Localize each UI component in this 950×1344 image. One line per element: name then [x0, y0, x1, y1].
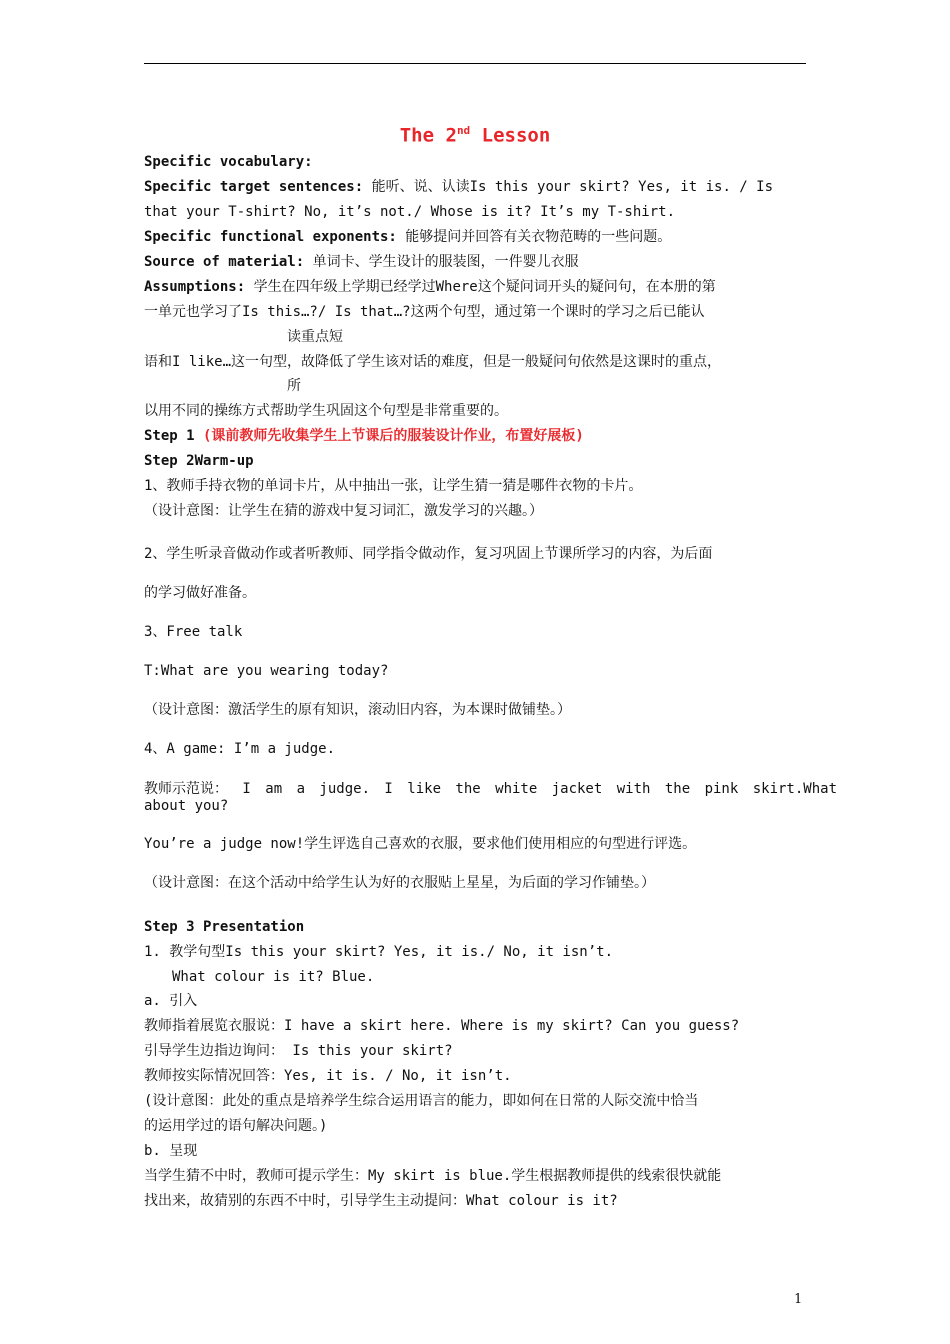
step2-intent-1: （设计意图：让学生在猜的游戏中复习词汇，激发学习的兴趣。） — [144, 503, 543, 519]
step3-intent: (设计意图：此处的重点是培养学生综合运用语言的能力，即如何在日常的人际交流中恰当 — [144, 1093, 699, 1109]
step2-intent-2: （设计意图：激活学生的原有知识，滚动旧内容，为本课时做铺垫。） — [144, 702, 571, 718]
assumptions-line-3: 读重点短 — [287, 329, 343, 345]
step2-judge: You’re a judge now!学生评选自己喜欢的衣服，要求他们使用相应的句型进行评选。 — [144, 836, 697, 852]
page-number: 1 — [794, 1292, 803, 1307]
assumptions-line-4: 语和I like…这一句型，故降低了学生该对话的难度，但是一般疑问句依然是这课时的重点， — [144, 354, 721, 370]
step2-intent-3: （设计意图：在这个活动中给学生认为好的衣服贴上星星，为后面的学习作铺垫。） — [144, 875, 655, 891]
vocab-label: Specific vocabulary: — [144, 154, 313, 170]
step2-item-4: 4、A game: I’m a judge. — [144, 741, 336, 757]
step3-intent-cont: 的运用学过的语句解决问题。) — [144, 1118, 328, 1134]
step3-item-1: 1. 教学句型Is this your skirt? Yes, it is./ No, it isn’t. — [144, 944, 614, 960]
step3-hint-line: 当学生猜不中时，教师可提示学生：My skirt is blue.学生根据教师提供的线索很快就能 — [144, 1168, 722, 1184]
step2-heading: Step 2Warm-up — [144, 453, 254, 469]
assumptions-line-5: 所 — [287, 378, 301, 394]
step3-item-1-cont: What colour is it? Blue. — [172, 969, 375, 985]
step2-demo-cont: about you? — [144, 798, 229, 814]
header-rule — [144, 63, 806, 64]
step3-heading: Step 3 Presentation — [144, 919, 305, 935]
step1-heading: Step 1 (课前教师先收集学生上节课后的服装设计作业，布置好展板) — [144, 428, 584, 444]
step2-item-3: 3、Free talk — [144, 624, 243, 640]
target-sentences-line: Specific target sentences: 能听、说、认读Is this your skirt? Yes, it is. / Is — [144, 179, 774, 195]
assumptions-line-2: 一单元也学习了Is this…?/ Is that…?这两个句型，通过第一个课时的学习之后已能认 — [144, 304, 705, 320]
step2-item-1: 1、教师手持衣物的单词卡片，从中抽出一张，让学生猜一猜是哪件衣物的卡片。 — [144, 478, 643, 494]
assumptions-line-6: 以用不同的操练方式帮助学生巩固这个句型是非常重要的。 — [144, 403, 508, 419]
step2-item-2: 2、学生听录音做动作或者听教师、同学指令做动作，复习巩固上节课所学习的内容，为后面 — [144, 546, 713, 562]
step3-guide-line: 引导学生边指边询问： Is this your skirt? — [144, 1043, 453, 1059]
step3-answer-line: 教师按实际情况回答：Yes, it is. / No, it isn’t. — [144, 1068, 512, 1084]
step3-sub-b: b. 呈现 — [144, 1143, 198, 1159]
step3-hint-cont: 找出来，故猜别的东西不中时，引导学生主动提问：What colour is it? — [144, 1193, 618, 1209]
functional-line: Specific functional exponents: 能够提问并回答有关衣物范畴的一些问题。 — [144, 229, 672, 245]
step3-teacher-line: 教师指着展览衣服说：I have a skirt here. Where is my skirt? Can you guess? — [144, 1018, 740, 1034]
source-line: Source of material: 单词卡、学生设计的服装图，一件婴儿衣服 — [144, 254, 579, 270]
assumptions-line: Assumptions: 学生在四年级上学期已经学过Where这个疑问词开头的疑问句，在本册的第 — [144, 279, 716, 295]
page-title: The 2nd Lesson — [399, 124, 551, 147]
step2-item-2-cont: 的学习做好准备。 — [144, 585, 256, 601]
step2-question: T:What are you wearing today? — [144, 663, 389, 679]
step3-sub-a: a. 引入 — [144, 993, 198, 1009]
step2-demo: 教师示范说： I am a judge. I like the white jacket with the pink skirt.What — [144, 781, 838, 797]
target-sentences-line-2: that your T-shirt? No, it’s not./ Whose is it? It’s my T-shirt. — [144, 204, 676, 220]
